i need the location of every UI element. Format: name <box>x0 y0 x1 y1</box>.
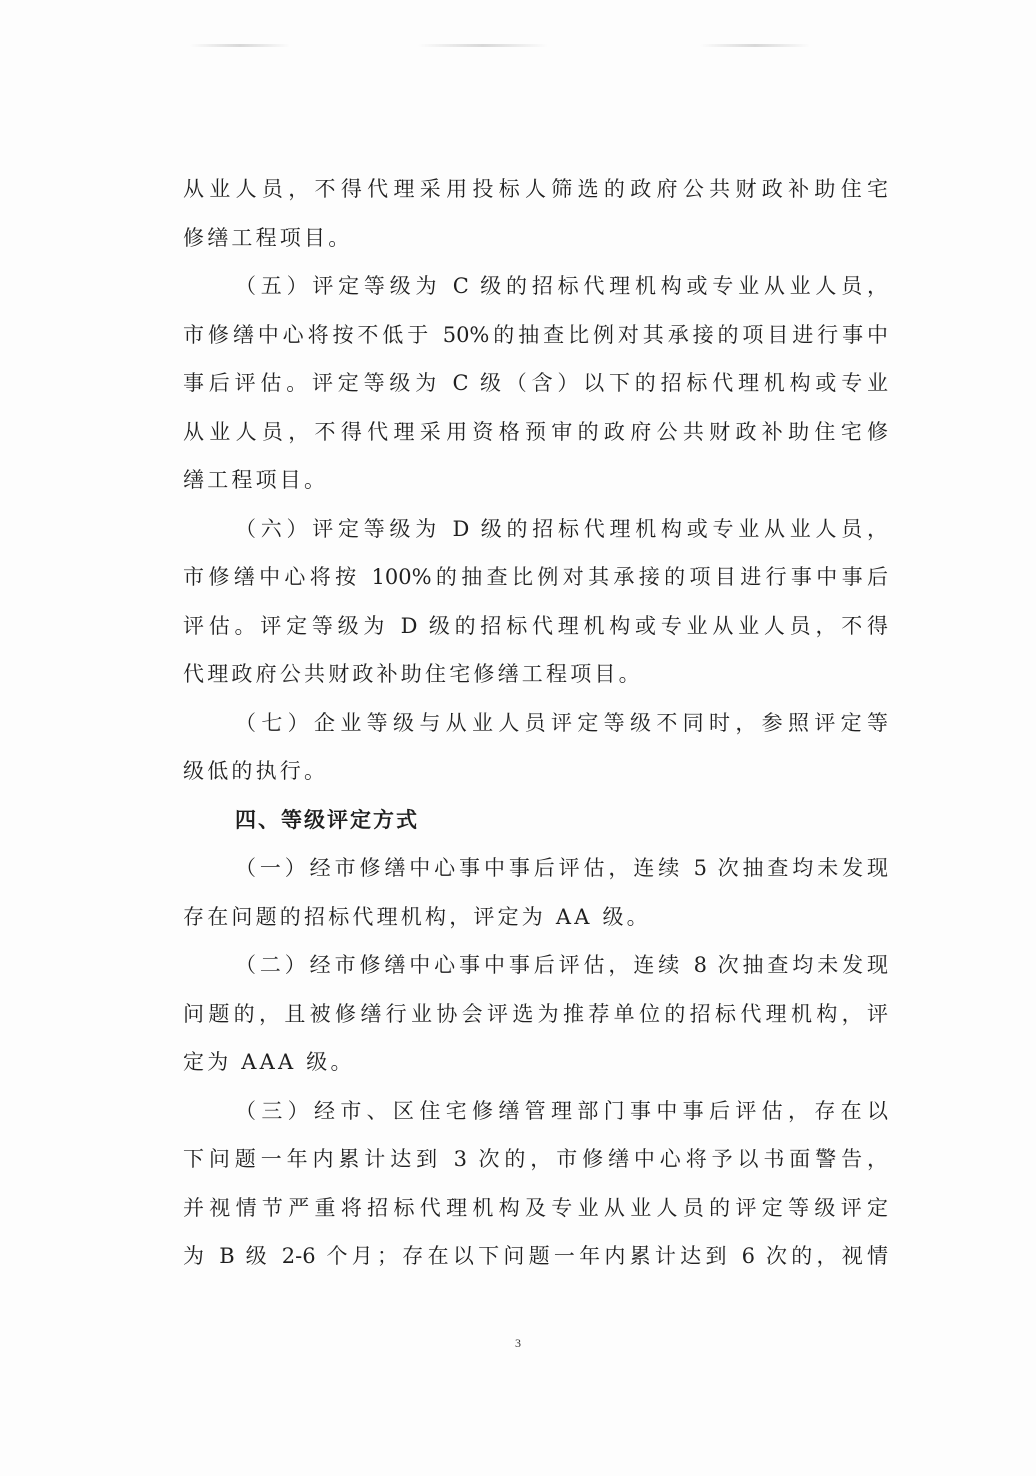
page-number: 3 <box>515 1336 521 1350</box>
text-line: 为 B 级 2-6 个月；存在以下问题一年内累计达到 6 次的，视情 <box>183 1244 888 1268</box>
text-line: 存在问题的招标代理机构，评定为 AA 级。 <box>183 904 651 929</box>
text-line: 定为 AAA 级。 <box>183 1050 355 1074</box>
text-line: 市修缮中心将按 100%的抽查比例对其承接的项目进行事中事后 <box>183 565 888 589</box>
scan-artifact <box>418 44 548 47</box>
scan-artifact <box>190 44 290 47</box>
text-line: 从业人员，不得代理采用投标人筛选的政府公共财政补助住宅 <box>183 177 888 201</box>
text-line: （七）企业等级与从业人员评定等级不同时，参照评定等 <box>235 710 888 735</box>
text-line: 并视情节严重将招标代理机构及专业从业人员的评定等级评定 <box>183 1195 888 1220</box>
text-line: 评估。评定等级为 D 级的招标代理机构或专业从业人员，不得 <box>183 613 888 638</box>
text-line: （五）评定等级为 C 级的招标代理机构或专业从业人员， <box>235 274 888 298</box>
text-line: （二）经市修缮中心事中事后评估，连续 8 次抽查均未发现 <box>235 953 888 977</box>
text-line: （六）评定等级为 D 级的招标代理机构或专业从业人员， <box>235 516 888 541</box>
text-line: 修缮工程项目。 <box>183 225 353 250</box>
scan-artifact <box>700 44 810 47</box>
text-line: 问题的，且被修缮行业协会评选为推荐单位的招标代理机构，评 <box>183 1001 888 1026</box>
body-text <box>183 165 888 1281</box>
section-heading: 四、等级评定方式 <box>235 807 419 832</box>
text-line: （三）经市、区住宅修缮管理部门事中事后评估，存在以 <box>235 1098 888 1123</box>
text-line: 下问题一年内累计达到 3 次的，市修缮中心将予以书面警告， <box>183 1147 888 1171</box>
text-line: （一）经市修缮中心事中事后评估，连续 5 次抽查均未发现 <box>235 856 888 880</box>
text-line: 级低的执行。 <box>183 759 329 783</box>
text-line: 缮工程项目。 <box>183 468 329 492</box>
text-line: 从业人员，不得代理采用资格预审的政府公共财政补助住宅修 <box>183 419 888 444</box>
text-line: 代理政府公共财政补助住宅修缮工程项目。 <box>183 662 643 686</box>
text-line: 市修缮中心将按不低于 50%的抽查比例对其承接的项目进行事中 <box>183 322 888 347</box>
text-line: 事后评估。评定等级为 C 级（含）以下的招标代理机构或专业 <box>183 371 888 395</box>
